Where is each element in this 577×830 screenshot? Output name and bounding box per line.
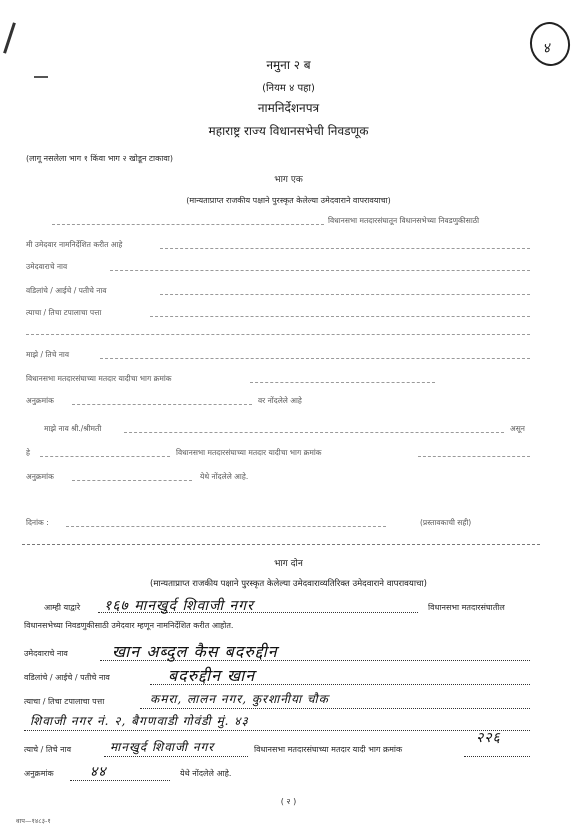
part2-subheading: (मान्यताप्राप्त राजकीय पक्षाने पुरस्कृत केलेल्या उमेदवाराव्यतिरिक्त उमेदवाराने वापरावयाचा)	[150, 579, 427, 589]
line	[464, 756, 530, 757]
line	[160, 248, 530, 249]
father-name-label: वडिलांचे / आईचे / पतीचे नाव	[24, 673, 110, 682]
voter-name-label: त्याचे / तिचे नाव	[24, 745, 72, 754]
part1-heading: भाग एक	[274, 175, 303, 185]
field-label: हे	[26, 448, 30, 457]
line	[24, 730, 530, 731]
line	[160, 294, 530, 295]
field-label: विधानसभेच्या निवडणुकीसाठी उमेदवार म्हणून नामनिर्देशित करीत आहोत.	[24, 621, 234, 630]
line	[100, 358, 530, 359]
handwritten-serial: ४४	[90, 764, 107, 780]
line	[110, 270, 530, 271]
field-label: त्याचा / तिचा टपालाचा पत्ता	[26, 308, 102, 317]
field-label: आम्ही याद्वारे	[44, 603, 81, 612]
candidate-name-label: उमेदवाराचे नाव	[24, 649, 68, 658]
field-label: माझे नाव श्री./श्रीमती	[44, 424, 102, 433]
line	[250, 382, 435, 383]
handwritten-part-number: २२६	[476, 730, 501, 746]
part1-subheading: (मान्यताप्राप्त राजकीय पक्षाने पुरस्कृत केलेल्या उमेदवाराने वापरावयाचा)	[186, 196, 391, 205]
field-label: विधानसभा मतदारसंघाच्या मतदार यादीचा भाग क्रमांक	[26, 374, 172, 383]
field-label: असून	[510, 424, 525, 433]
part2-heading: भाग दोन	[274, 559, 303, 569]
field-label: विधानसभा मतदारसंघातील	[428, 603, 505, 612]
pen-mark	[3, 22, 16, 53]
field-label: वर नोंदलेले आहे	[258, 396, 302, 405]
field-label: वडिलांचे / आईचे / पतीचे नाव	[26, 286, 107, 295]
page-number: ( २ )	[280, 797, 297, 806]
line	[104, 756, 248, 757]
handwritten-voter-constituency: मानखुर्द शिवाजी नगर	[110, 740, 215, 754]
form-number: नमुना २ ब	[266, 58, 311, 72]
section-divider	[22, 544, 540, 545]
corner-stamp-label: ४	[541, 40, 552, 58]
field-label: येथे नोंदलेले आहे.	[200, 472, 249, 481]
line	[124, 432, 504, 433]
form-code: वाप—१४८३-१	[16, 817, 51, 825]
line	[40, 456, 170, 457]
serial-label: अनुक्रमांक	[24, 769, 54, 778]
field-label: विधानसभा मतदारसंघाच्या मतदार यादी भाग क्रमांक	[254, 745, 403, 754]
handwritten-candidate-name: खान अब्दुल कैस बदरुद्दीन	[112, 642, 278, 661]
page-title: नामनिर्देशनपत्र	[257, 101, 320, 115]
handwritten-constituency: १६७ मानखुर्द शिवाजी नगर	[104, 598, 254, 614]
line	[72, 404, 252, 405]
line	[26, 334, 530, 335]
line	[418, 456, 530, 457]
field-label: माझे / तिचे नाव	[26, 350, 70, 359]
line	[52, 224, 324, 225]
line	[150, 316, 530, 317]
page-subtitle: महाराष्ट्र राज्य विधानसभेची निवडणूक	[208, 124, 369, 138]
signature-label: (प्रस्तावकाची सही)	[420, 518, 472, 527]
handwritten-address-line1: कमरा, लालन नगर, कुरशानीया चौक	[150, 692, 329, 706]
field-label: अनुक्रमांक	[26, 472, 54, 481]
address-label: त्याचा / तिचा टपालाचा पत्ता	[24, 697, 105, 706]
handwritten-father-name: बदरुद्दीन खान	[168, 666, 256, 685]
field-label: उमेदवाराचे नाव	[26, 262, 68, 271]
line	[140, 708, 530, 709]
instruction: (लागू नसलेला भाग १ किंवा भाग २ खोडून टाकावा)	[26, 154, 173, 163]
field-label: विधानसभा मतदारसंघाच्या मतदार यादीचा भाग क्रमांक	[176, 448, 322, 457]
line	[70, 780, 170, 781]
date-label: दिनांक :	[26, 518, 49, 527]
field-label: अनुक्रमांक	[26, 396, 54, 405]
rule-ref: (नियम ४ पहा)	[262, 83, 315, 94]
handwritten-address-line2: शिवाजी नगर नं. २, बैगणवाडी गोवंडी मुं. ४३	[30, 714, 249, 728]
line	[66, 526, 386, 527]
line	[72, 480, 192, 481]
pen-mark	[34, 76, 48, 78]
field-label: मी उमेदवार नामनिर्देशित करीत आहे	[26, 240, 123, 249]
constituency-text: विधानसभा मतदारसंघातून विधानसभेच्या निवडणुकीसाठी	[328, 216, 480, 225]
field-label: येथे नोंदलेले आहे.	[180, 769, 232, 778]
